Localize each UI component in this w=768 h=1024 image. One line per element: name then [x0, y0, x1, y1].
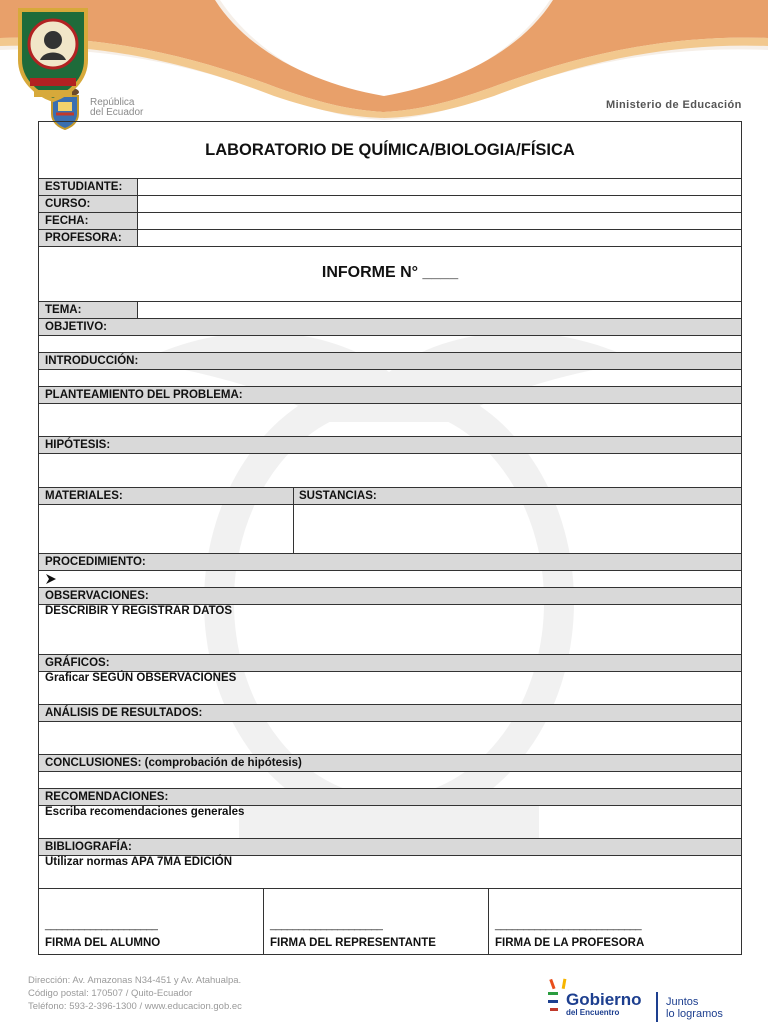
introduction-field[interactable] — [39, 370, 741, 387]
recommendations-header — [39, 789, 741, 806]
brand-word: Gobierno — [566, 990, 642, 1009]
substances-field[interactable] — [294, 505, 741, 553]
teacher-signature-line: __________________________ — [495, 919, 642, 931]
topic-label: TEMA: — [45, 304, 82, 316]
observations-header — [39, 588, 741, 605]
problem-label: PLANTEAMIENTO DEL PROBLEMA: — [45, 389, 243, 401]
footer-address — [28, 974, 242, 1013]
student-signature[interactable] — [39, 889, 263, 954]
report-number: INFORME N° ____ — [321, 264, 459, 281]
teacher-signature-label: FIRMA DE LA PROFESORA — [495, 937, 645, 949]
representative-signature-line: ____________________ — [270, 919, 383, 931]
course-label: CURSO: — [45, 198, 91, 210]
substances-label: SUSTANCIAS: — [299, 490, 377, 502]
brand-sub: del Encuentro — [566, 1008, 620, 1017]
observations-hint: DESCRIBIR Y REGISTRAR DATOS — [45, 605, 233, 617]
footer-address-line: Dirección: Av. Amazonas N34-451 y Av. Atahualpa. — [28, 975, 242, 986]
school-crest-icon — [0, 0, 106, 106]
materials-label: MATERIALES: — [45, 490, 123, 502]
bibliography-hint: Utilizar normas APA 7MA EDICIÓN — [45, 856, 233, 868]
graphs-label: GRÁFICOS: — [45, 657, 110, 669]
date-label: FECHA: — [45, 215, 89, 227]
problem-field[interactable] — [39, 404, 741, 437]
analysis-label: ANÁLISIS DE RESULTADOS: — [45, 707, 203, 719]
brand-slogan — [666, 996, 723, 1020]
course-field[interactable] — [139, 196, 739, 212]
student-row — [39, 179, 741, 196]
analysis-header — [39, 705, 741, 722]
republic-name-line2: del Ecuador — [90, 107, 144, 118]
representative-signature[interactable] — [264, 889, 488, 954]
date-row — [39, 213, 741, 230]
conclusions-label: CONCLUSIONES: (comprobación de hipótesis) — [45, 757, 302, 769]
procedure-header — [39, 554, 741, 571]
report-number-row — [39, 247, 741, 302]
observations-label: OBSERVACIONES: — [45, 590, 149, 602]
form-title: LABORATORIO DE QUÍMICA/BIOLOGIA/FÍSICA — [205, 141, 575, 159]
page-header — [0, 0, 768, 120]
student-field[interactable] — [139, 179, 739, 195]
brand-divider — [656, 992, 658, 1022]
hypothesis-header — [39, 437, 741, 454]
student-signature-line: ____________________ — [45, 919, 158, 931]
student-signature-label: FIRMA DEL ALUMNO — [45, 937, 161, 949]
government-brand — [546, 972, 746, 1022]
brand-slogan-line2: lo logramos — [666, 1008, 723, 1020]
brand-slogan-line1: Juntos — [666, 996, 699, 1008]
form-title-row — [39, 122, 741, 179]
observations-field[interactable] — [39, 605, 741, 655]
teacher-signature[interactable] — [489, 889, 741, 954]
problem-header — [39, 387, 741, 404]
materials-row — [39, 505, 741, 554]
materials-header — [39, 488, 741, 505]
graphs-hint: Graficar SEGÚN OBSERVACIONES — [45, 672, 237, 684]
date-field[interactable] — [139, 213, 739, 229]
teacher-field[interactable] — [139, 230, 739, 246]
graphs-field[interactable] — [39, 672, 741, 705]
analysis-field[interactable] — [39, 722, 741, 755]
materials-field[interactable] — [39, 505, 293, 553]
procedure-label: PROCEDIMIENTO: — [45, 556, 146, 568]
bibliography-label: BIBLIOGRAFÍA: — [45, 841, 132, 853]
arrow-bullet-icon — [46, 574, 56, 584]
conclusions-header — [39, 755, 741, 772]
footer-phone-line: Teléfono: 593-2-396-1300 / www.educacion.gob.ec — [28, 1001, 242, 1012]
objective-label: OBJETIVO: — [45, 321, 107, 333]
recommendations-field[interactable] — [39, 806, 741, 839]
introduction-label: INTRODUCCIÓN: — [45, 355, 139, 367]
graphs-header — [39, 655, 741, 672]
republic-name-line1: República — [90, 97, 135, 108]
conclusions-field[interactable] — [39, 772, 741, 789]
objective-field[interactable] — [39, 336, 741, 353]
bibliography-field[interactable] — [39, 856, 741, 889]
recommendations-hint: Escriba recomendaciones generales — [45, 806, 245, 818]
hypothesis-label: HIPÓTESIS: — [45, 439, 111, 451]
ministry-name: Ministerio de Educación — [606, 99, 742, 111]
teacher-label: PROFESORA: — [45, 232, 122, 244]
objective-header — [39, 319, 741, 336]
footer-postal-line: Código postal: 170507 / Quito-Ecuador — [28, 988, 193, 999]
lab-report-form — [38, 121, 742, 955]
representative-signature-label: FIRMA DEL REPRESENTANTE — [270, 937, 436, 949]
signatures-row — [39, 889, 741, 954]
recommendations-label: RECOMENDACIONES: — [45, 791, 169, 803]
topic-row — [39, 302, 741, 319]
hypothesis-field[interactable] — [39, 454, 741, 488]
student-label: ESTUDIANTE: — [45, 181, 123, 193]
course-row — [39, 196, 741, 213]
bibliography-header — [39, 839, 741, 856]
teacher-row — [39, 230, 741, 247]
topic-field[interactable] — [139, 302, 739, 318]
procedure-field[interactable] — [39, 571, 741, 588]
introduction-header — [39, 353, 741, 370]
